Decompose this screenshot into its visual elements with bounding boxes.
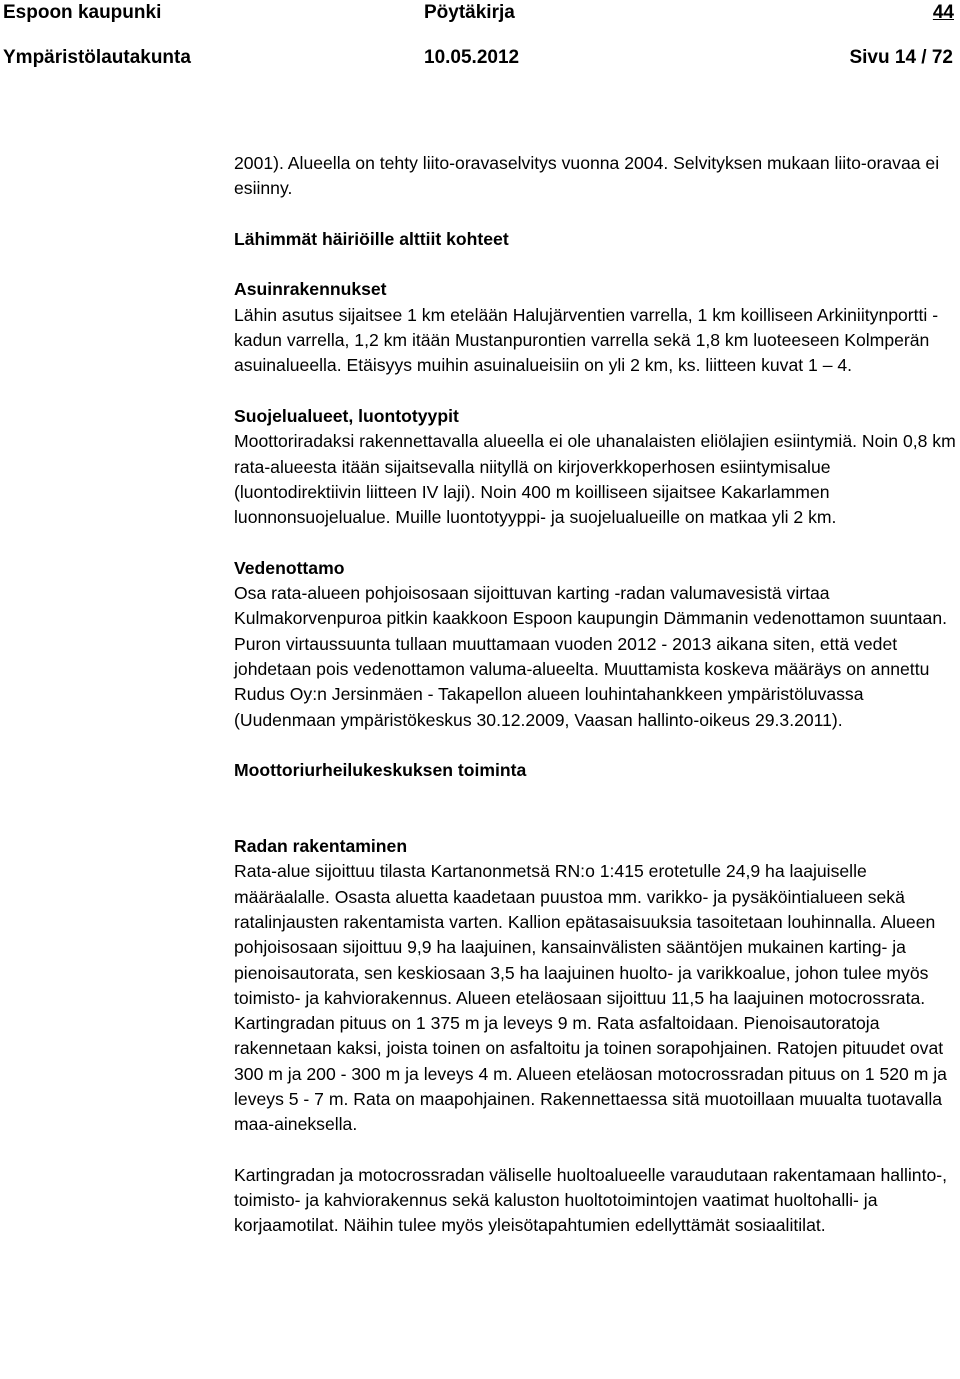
header-page-info: Sivu 14 / 72 xyxy=(849,47,953,68)
track-construction-heading: Radan rakentaminen xyxy=(234,836,408,857)
section-number-text: 44 xyxy=(932,2,954,23)
housing-paragraph: Lähin asutus sijaitsee 1 km etelään Halujärventien varrella, 1 km koilliseen Arkiniitynportti -kadun varrella, 1,2 km itään Mustanpurontien varrella sekä 1,8 km luoteeseen Kolmperän asuinalueella. Etäisyys muihin asuinalueisiin on yli 2 km, ks. liitteen kuvat 1 – 4. xyxy=(234,304,939,376)
intro-paragraph: 2001). Alueella on tehty liito-oravaselvitys vuonna 2004. Selvityksen mukaan liito-oravaa ei esiinny. xyxy=(234,153,940,199)
service-area-paragraph: Kartingradan ja motocrossradan väliselle huoltoalueelle varaudutaan rakentamaan hallinto-, toimisto- ja kahviorakennus sekä kaluston huoltotoimintojen vaatimat huoltohalli- ja korjaamotilat. Näihin tulee myös yleisötapahtumien edellyttämät sosiaalitilat. xyxy=(234,1164,947,1236)
housing-heading: Asuinrakennukset xyxy=(234,279,387,300)
operations-heading: Moottoriurheilukeskuksen toiminta xyxy=(234,760,527,781)
header-section-number xyxy=(933,1,954,25)
header-org: Espoon kaupunki xyxy=(3,2,162,23)
protected-areas-paragraph: Moottoriradaksi rakennettavalla alueella ei ole uhanalaisten eliölajien esiintymiä. Noin 0,8 km rata-alueesta itään sijaitsevalla niityllä on kirjoverkkoperhosen esiintymisalue (luontodirektiivin liitteen IV laji). Noin 400 m koilliseen sijaitsee Kakarlammen luonnonsuojelualue. Muille luontotyyppi- ja suojelualueille on matkaa yli 2 km. xyxy=(234,431,956,528)
water-intake-heading: Vedenottamo xyxy=(234,557,345,578)
water-intake-paragraph: Osa rata-alueen pohjoisosaan sijoittuvan karting -radan valumavesistä virtaa Kulmakorvenpuroa pitkin kaakkoon Espoon kaupungin Dämmanin vedenottamon suuntaan. Puron virtaussuunta tullaan muuttamaan vuoden 2012 - 2013 aikana siten, että vedet johdetaan pois vedenottamon valuma-alueelta. Muuttamista koskeva määräys on annettu Rudus Oy:n Jersinmäen - Takapellon alueen louhintahankkeen ympäristöluvassa (Uudenmaan ympäristökeskus 30.12.2009, Vaasan hallinto-oikeus 29.3.2011). xyxy=(234,583,948,730)
header-committee: Ympäristölautakunta xyxy=(3,47,191,68)
nearest-targets-heading: Lähimmät häiriöille alttiit kohteet xyxy=(234,228,509,249)
protected-areas-heading: Suojelualueet, luontotyypit xyxy=(234,405,459,426)
header-date: 10.05.2012 xyxy=(424,47,520,68)
document-body xyxy=(234,151,958,1239)
track-construction-paragraph: Rata-alue sijoittuu tilasta Kartanonmetsä RN:o 1:415 erotetulle 24,9 ha laajuiselle määräalalle. Osasta aluetta kaadetaan puustoa mm. varikko- ja pysäköintialueen sekä ratalinjausten rakentamista varten. Kallion epätasaisuuksia tasoitetaan louhinnalla. Alueen pohjoisosaan sijoittuu 9,9 ha laajuinen, kansainvälisten sääntöjen mukainen karting- ja pienoisautorata, sen keskiosaan 3,5 ha laajuinen huolto- ja varikkoalue, johon tulee myös toimisto- ja kahviorakennus. Alueen eteläosaan sijoittuu 11,5 ha laajuinen motocrossrata. Kartingradan pituus on 1 375 m ja leveys 9 m. Rata asfaltoidaan. Pienoisautoratoja rakennetaan kaksi, joista toinen on asfaltoitu ja toinen sorapohjainen. Ratojen pituudet ovat 300 m ja 200 - 300 m ja leveys 4 m. Alueen eteläosan motocrossradan pituus on 1 520 m ja leveys 5 - 7 m. Rata on maapohjainen. Rakennettaessa sitä muotoillaan muualta tuotavalla maa-aineksella. xyxy=(234,861,947,1135)
header-doc-type: Pöytäkirja xyxy=(424,2,515,23)
